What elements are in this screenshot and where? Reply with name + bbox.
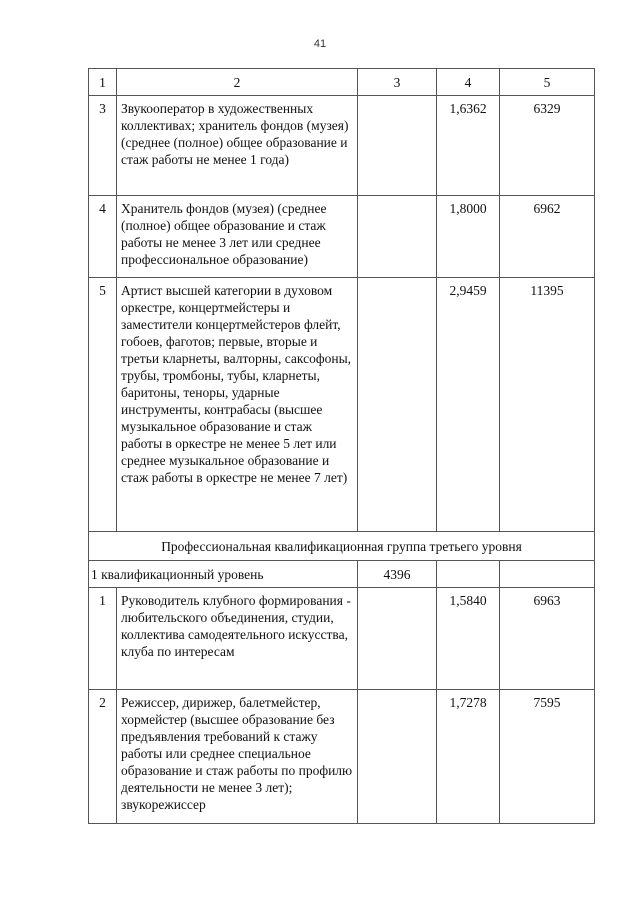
position-description: Режиссер, дирижер, балетмейстер, хормейстер (высшее образование без предъявления требований к стажу работы или среднее специальное образование и стаж работы по профилю деятельности не менее 3 лет); звукорежиссер (117, 690, 358, 824)
row-number: 3 (89, 96, 117, 196)
row-number: 2 (89, 690, 117, 824)
position-description: Артист высшей категории в духовом оркестре, концертмейстеры и заместители концертмейстеров флейт, гобоев, фаготов; первые, вторые и третьи кларнеты, валторны, саксофоны, трубы, тромбоны, тубы, кларнеты, баритоны, теноры, ударные инструменты, контрабасы (высшее музыкальное образование и стаж работы в оркестре не менее 5 лет или среднее музыкальное образование и стаж работы в оркестре не менее 7 лет) (117, 278, 358, 532)
coefficient-cell: 1,5840 (437, 588, 500, 690)
salary-cell: 7595 (500, 690, 595, 824)
page-number: 41 (313, 38, 327, 50)
table-row (89, 278, 595, 532)
header-cell: 1 (89, 69, 117, 96)
qualification-level-title: 1 квалификационный уровень (89, 561, 358, 588)
table-row (89, 96, 595, 196)
base-salary-cell (358, 278, 437, 532)
salary-cell: 6329 (500, 96, 595, 196)
level-row (89, 561, 595, 588)
header-row (89, 69, 595, 96)
base-salary-cell (358, 96, 437, 196)
empty-cell (437, 561, 500, 588)
qualification-group-title: Профессиональная квалификационная группа третьего уровня (89, 532, 595, 561)
row-number: 4 (89, 196, 117, 278)
group-title-row (89, 532, 595, 561)
row-number: 5 (89, 278, 117, 532)
empty-cell (500, 561, 595, 588)
table-row (89, 690, 595, 824)
qualification-level-base-salary: 4396 (358, 561, 437, 588)
header-cell: 5 (500, 69, 595, 96)
position-description: Руководитель клубного формирования - любительского объединения, студии, коллектива самодеятельного искусства, клуба по интересам (117, 588, 358, 690)
position-description: Хранитель фондов (музея) (среднее (полное) общее образование и стаж работы не менее 3 лет или среднее профессиональное образование) (117, 196, 358, 278)
salary-table (88, 68, 595, 824)
salary-cell: 6962 (500, 196, 595, 278)
row-number: 1 (89, 588, 117, 690)
table-row (89, 588, 595, 690)
position-description: Звукооператор в художественных коллективах; хранитель фондов (музея) (среднее (полное) общее образование и стаж работы не менее 1 года) (117, 96, 358, 196)
header-cell: 2 (117, 69, 358, 96)
base-salary-cell (358, 690, 437, 824)
header-cell: 3 (358, 69, 437, 96)
coefficient-cell: 1,8000 (437, 196, 500, 278)
salary-cell: 11395 (500, 278, 595, 532)
coefficient-cell: 2,9459 (437, 278, 500, 532)
table-row (89, 196, 595, 278)
header-cell: 4 (437, 69, 500, 96)
base-salary-cell (358, 196, 437, 278)
salary-cell: 6963 (500, 588, 595, 690)
coefficient-cell: 1,6362 (437, 96, 500, 196)
base-salary-cell (358, 588, 437, 690)
coefficient-cell: 1,7278 (437, 690, 500, 824)
